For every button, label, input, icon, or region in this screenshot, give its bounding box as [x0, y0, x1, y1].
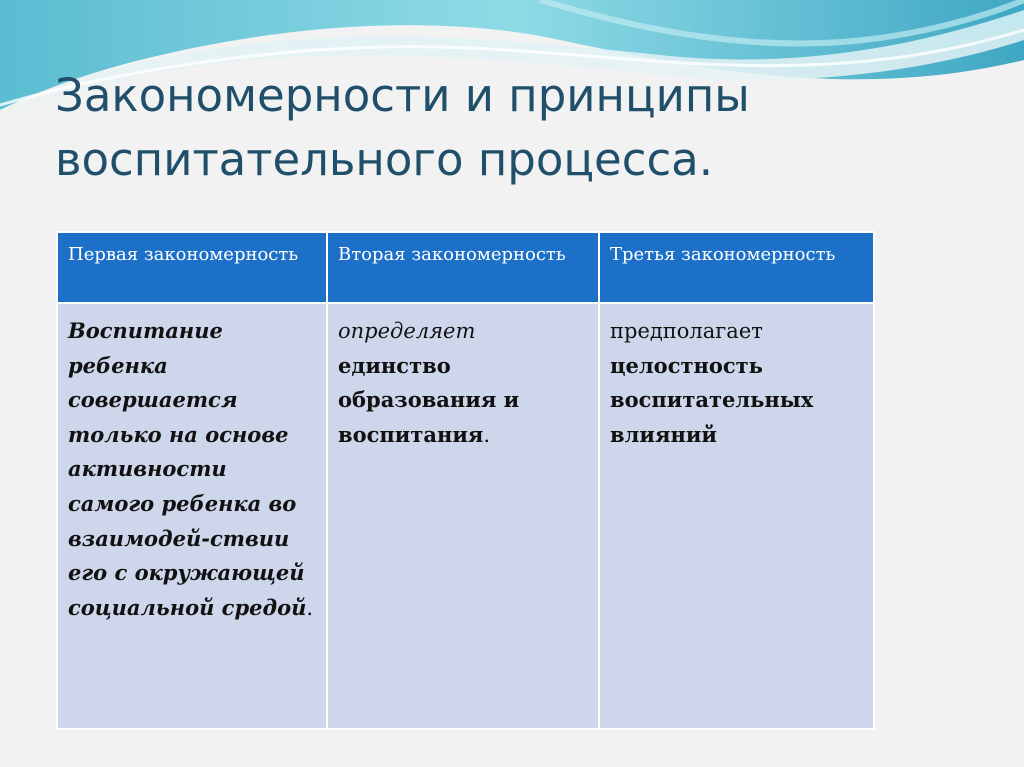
header-third-regularity: Третья закономерность — [599, 232, 874, 303]
header-second-regularity: Вторая закономерность — [327, 232, 599, 303]
second-regularity-text: единство образования и воспитания — [338, 352, 520, 447]
second-regularity-lead: определяет — [338, 319, 476, 343]
title-line-2: воспитательного процесса. — [55, 133, 714, 186]
second-regularity-period: . — [483, 422, 491, 447]
table-header-row — [57, 232, 874, 303]
slide-title — [55, 64, 955, 192]
header-first-regularity: Первая закономерность — [57, 232, 327, 303]
title-line-1: Закономерности и принципы — [55, 69, 750, 122]
first-regularity-text: Воспитание ребенка совершается только на основе активности самого ребенка во взаимодей-ствии его с окружающей социальной средой — [68, 318, 307, 620]
first-regularity-period: . — [306, 595, 314, 620]
cell-second-regularity — [327, 303, 599, 729]
third-regularity-text: целостность воспитательных влияний — [610, 352, 814, 447]
table-row — [57, 303, 874, 729]
cell-first-regularity — [57, 303, 327, 729]
third-regularity-lead: предполагает — [610, 319, 763, 343]
cell-third-regularity — [599, 303, 874, 729]
regularities-table — [56, 231, 875, 730]
